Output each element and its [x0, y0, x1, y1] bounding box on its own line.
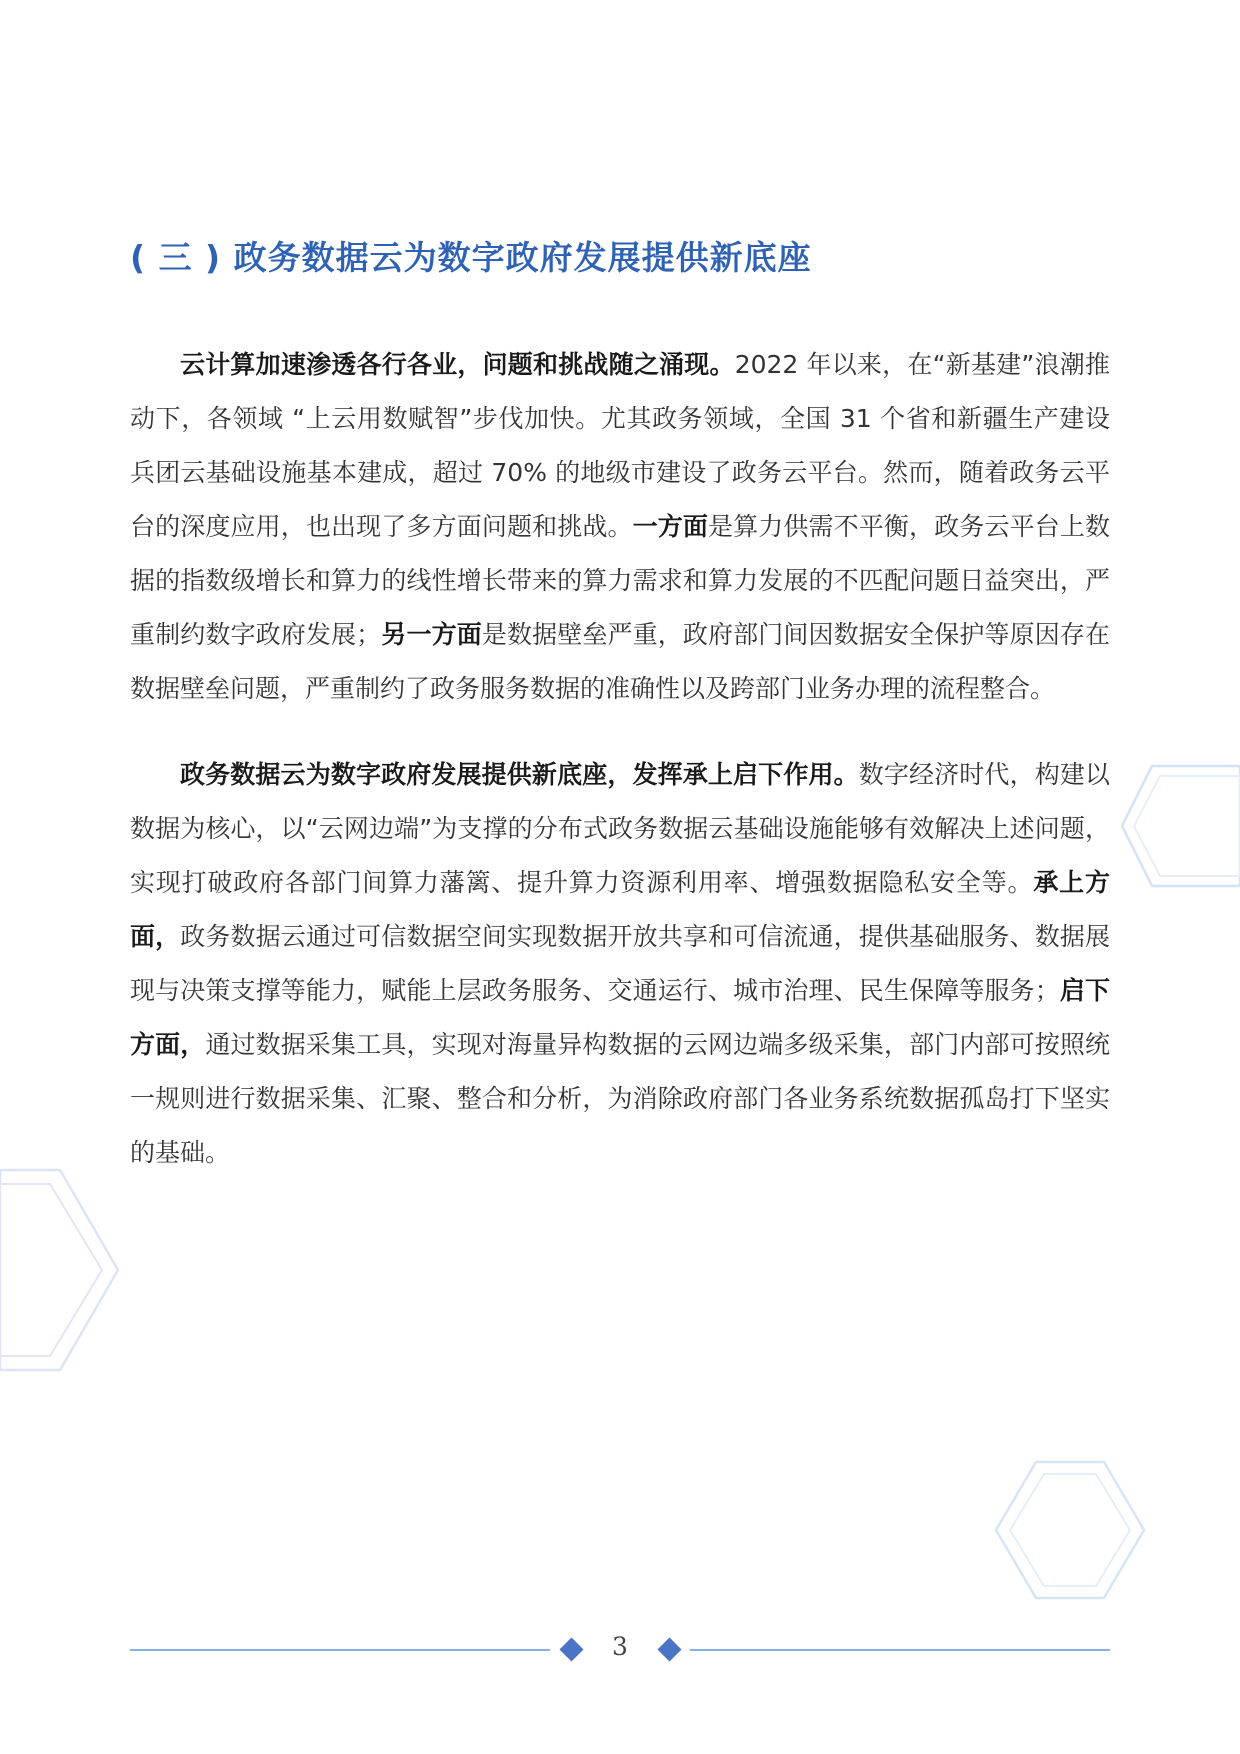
emphasis-text: 承上方面，: [130, 868, 1110, 951]
paragraph-lead: 政务数据云为数字政府发展提供新底座，发挥承上启下作用。: [180, 760, 859, 789]
emphasis-text: 另一方面: [381, 620, 482, 649]
emphasis-text: 一方面: [632, 512, 709, 541]
page-number: 3: [612, 1632, 628, 1661]
hexagon-outline-right: [1110, 756, 1240, 896]
paragraph-text: 政务数据云通过可信数据空间实现数据开放共享和可信流通，提供基础服务、数据展现与决策支撑等能力，赋能上层政务服务、交通运行、城市治理、民生保障等服务；: [130, 922, 1110, 1005]
paragraph-cloud-challenges: [130, 338, 1110, 716]
paragraph-data-cloud-foundation: [130, 748, 1110, 1180]
diamond-icon: [657, 1637, 681, 1661]
hexagon-outline-bottom-right: [980, 1450, 1160, 1610]
footer-divider-right: [690, 1649, 1110, 1651]
paragraph-text: 通过数据采集工具，实现对海量异构数据的云网边端多级采集，部门内部可按照统一规则进行数据采集、汇聚、整合和分析，为消除政府部门各业务系统数据孤岛打下坚实的基础。: [130, 1030, 1110, 1167]
diamond-icon: [559, 1637, 583, 1661]
hexagon-outline-left: [0, 1150, 130, 1390]
paragraph-text: 是算力供需不平衡，政务云平台上数据的指数级增长和算力的线性增长带来的算力需求和算力发展的不匹配问题日益突出，严重制约数字政府发展；: [130, 512, 1110, 649]
paragraph-lead: 云计算加速渗透各行各业，问题和挑战随之涌现。: [180, 350, 735, 379]
page-footer: [130, 1630, 1110, 1670]
emphasis-text: 启下方面，: [130, 976, 1110, 1059]
paragraph-text: 是数据壁垒严重，政府部门间因数据安全保护等原因存在数据壁垒问题，严重制约了政务服务数据的准确性以及跨部门业务办理的流程整合。: [130, 620, 1110, 703]
paragraph-text: 数字经济时代，构建以数据为核心，以“云网边端”为支撑的分布式政务数据云基础设施能够有效解决上述问题，实现打破政府各部门间算力藩篱、提升算力资源利用率、增强数据隐私安全等。: [130, 760, 1110, 897]
footer-divider-left: [130, 1649, 550, 1651]
paragraph-text: 2022 年以来，在“新基建”浪潮推动下，各领域 “上云用数赋智”步伐加快。尤其政务领域，全国 31 个省和新疆生产建设兵团云基础设施基本建成，超过 70% 的地级市建设了政务云平台。然而，随着政务云平台的深度应用，也出现了多方面问题和挑战。: [130, 350, 1110, 541]
section-title: ( 三 ) 政务数据云为数字政府发展提供新底座: [130, 238, 812, 277]
